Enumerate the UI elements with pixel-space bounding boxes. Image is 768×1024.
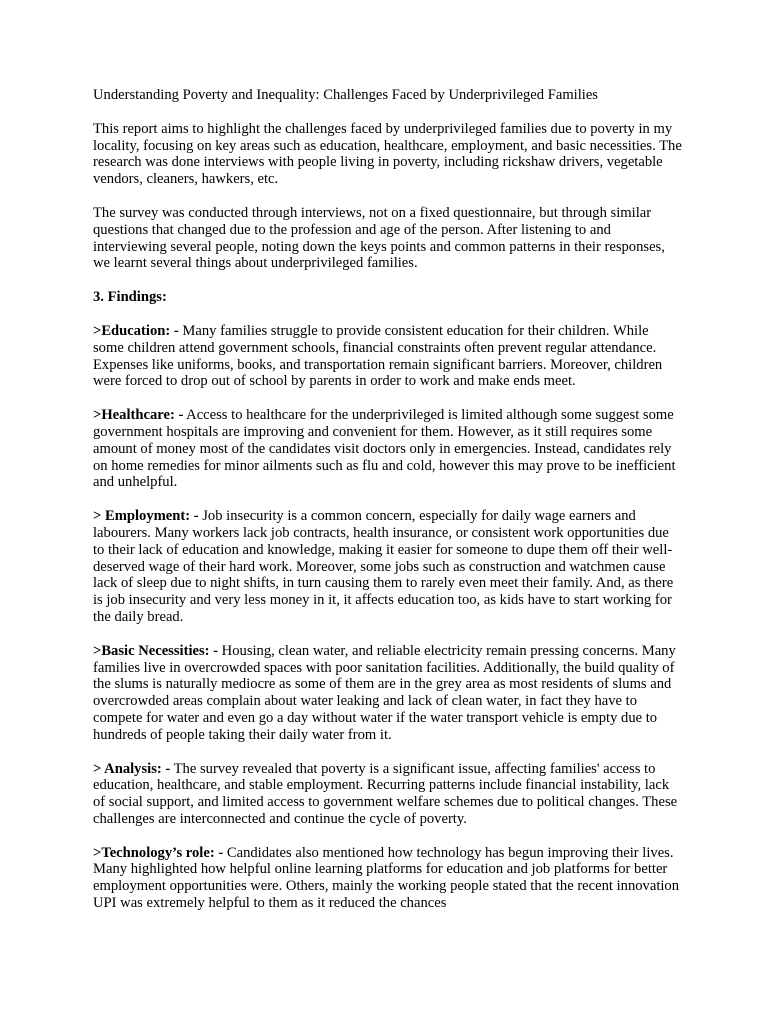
finding-text: Job insecurity is a common concern, especially for daily wage earners and labourers. Many workers lack job contracts, health insurance, or consistent work opportunities due to their lack of education and knowledge, making it easier for someone to dupe them off their well-deserved wage of their hard work. Moreover, some jobs such as construction and watchmen cause lack of sleep due to night shifts, in turn causing them to rarely even meet their family. And, as there is job insecurity and very less money in it, it affects education too, as kids have to start working for the daily bread. bbox=[93, 508, 674, 625]
finding-text: Access to healthcare for the underprivileged is limited although some suggest some government hospitals are improving and convenient for them. However, as it still requires some amount of money most of the candidates visit doctors only in emergencies. Instead, candidates rely on home remedies for minor ailments such as flu and cold, however this may prove to be inefficient and unhelpful. bbox=[93, 407, 676, 491]
finding-label: > Employment: - bbox=[93, 508, 199, 525]
finding-label: >Healthcare: - bbox=[93, 407, 184, 424]
finding-basic-necessities bbox=[93, 643, 683, 744]
finding-label: >Technology’s role: - bbox=[93, 844, 224, 861]
finding-analysis bbox=[93, 761, 683, 828]
method-paragraph: The survey was conducted through interviews, not on a fixed questionnaire, but through similar questions that changed due to the profession and age of the person. After listening to and interviewing several people, noting down the keys points and common patterns in their responses, we learnt several things about underprivileged families. bbox=[93, 204, 665, 272]
finding-technology-role bbox=[93, 845, 683, 912]
finding-healthcare bbox=[93, 407, 683, 491]
finding-text: The survey revealed that poverty is a significant issue, affecting families' access to education, healthcare, and stable employment. Recurring patterns include financial instability, lack of social support, and limited access to government welfare schemes due to political changes. These challenges are interconnected and continue the cycle of poverty. bbox=[93, 760, 678, 827]
finding-label: > Analysis: - bbox=[93, 760, 171, 777]
finding-text: Many families struggle to provide consistent education for their children. While some children attend government schools, financial constraints often prevent regular attendance. Expenses like uniforms, books, and transportation remain significant barriers. Moreover, children were forced to drop out of school by parents in order to work and make ends meet. bbox=[93, 322, 663, 390]
document-page bbox=[93, 87, 683, 929]
findings-heading: 3. Findings: bbox=[93, 289, 167, 306]
finding-label: >Basic Necessities: - bbox=[93, 642, 219, 659]
intro-paragraph: This report aims to highlight the challenges faced by underprivileged families due to poverty in my locality, focusing on key areas such as education, healthcare, employment, and basic necessities. The research was done interviews with people living in poverty, including rickshaw drivers, vegetable vendors, cleaners, hawkers, etc. bbox=[93, 120, 682, 188]
finding-education bbox=[93, 323, 683, 390]
finding-text: Candidates also mentioned how technology has begun improving their lives. Many highlighted how helpful online learning platforms for education and job platforms for better employment opportunities were. Others, mainly the working people stated that the recent innovation UPI was extremely helpful to them as it reduced the chances bbox=[93, 844, 680, 912]
finding-label: >Education: - bbox=[93, 322, 179, 339]
document-title: Understanding Poverty and Inequality: Challenges Faced by Underprivileged Families bbox=[93, 87, 598, 103]
finding-employment bbox=[93, 508, 683, 626]
finding-text: Housing, clean water, and reliable electricity remain pressing concerns. Many families live in overcrowded spaces with poor sanitation facilities. Additionally, the build quality of the slums is naturally mediocre as some of them are in the grey area as most residents of slums and overcrowded areas complain about water leaking and lack of clean water, in fact they have to compete for water and even go a day without water if the water transport vehicle is empty due to hundreds of people taking their daily water from it. bbox=[93, 642, 676, 743]
